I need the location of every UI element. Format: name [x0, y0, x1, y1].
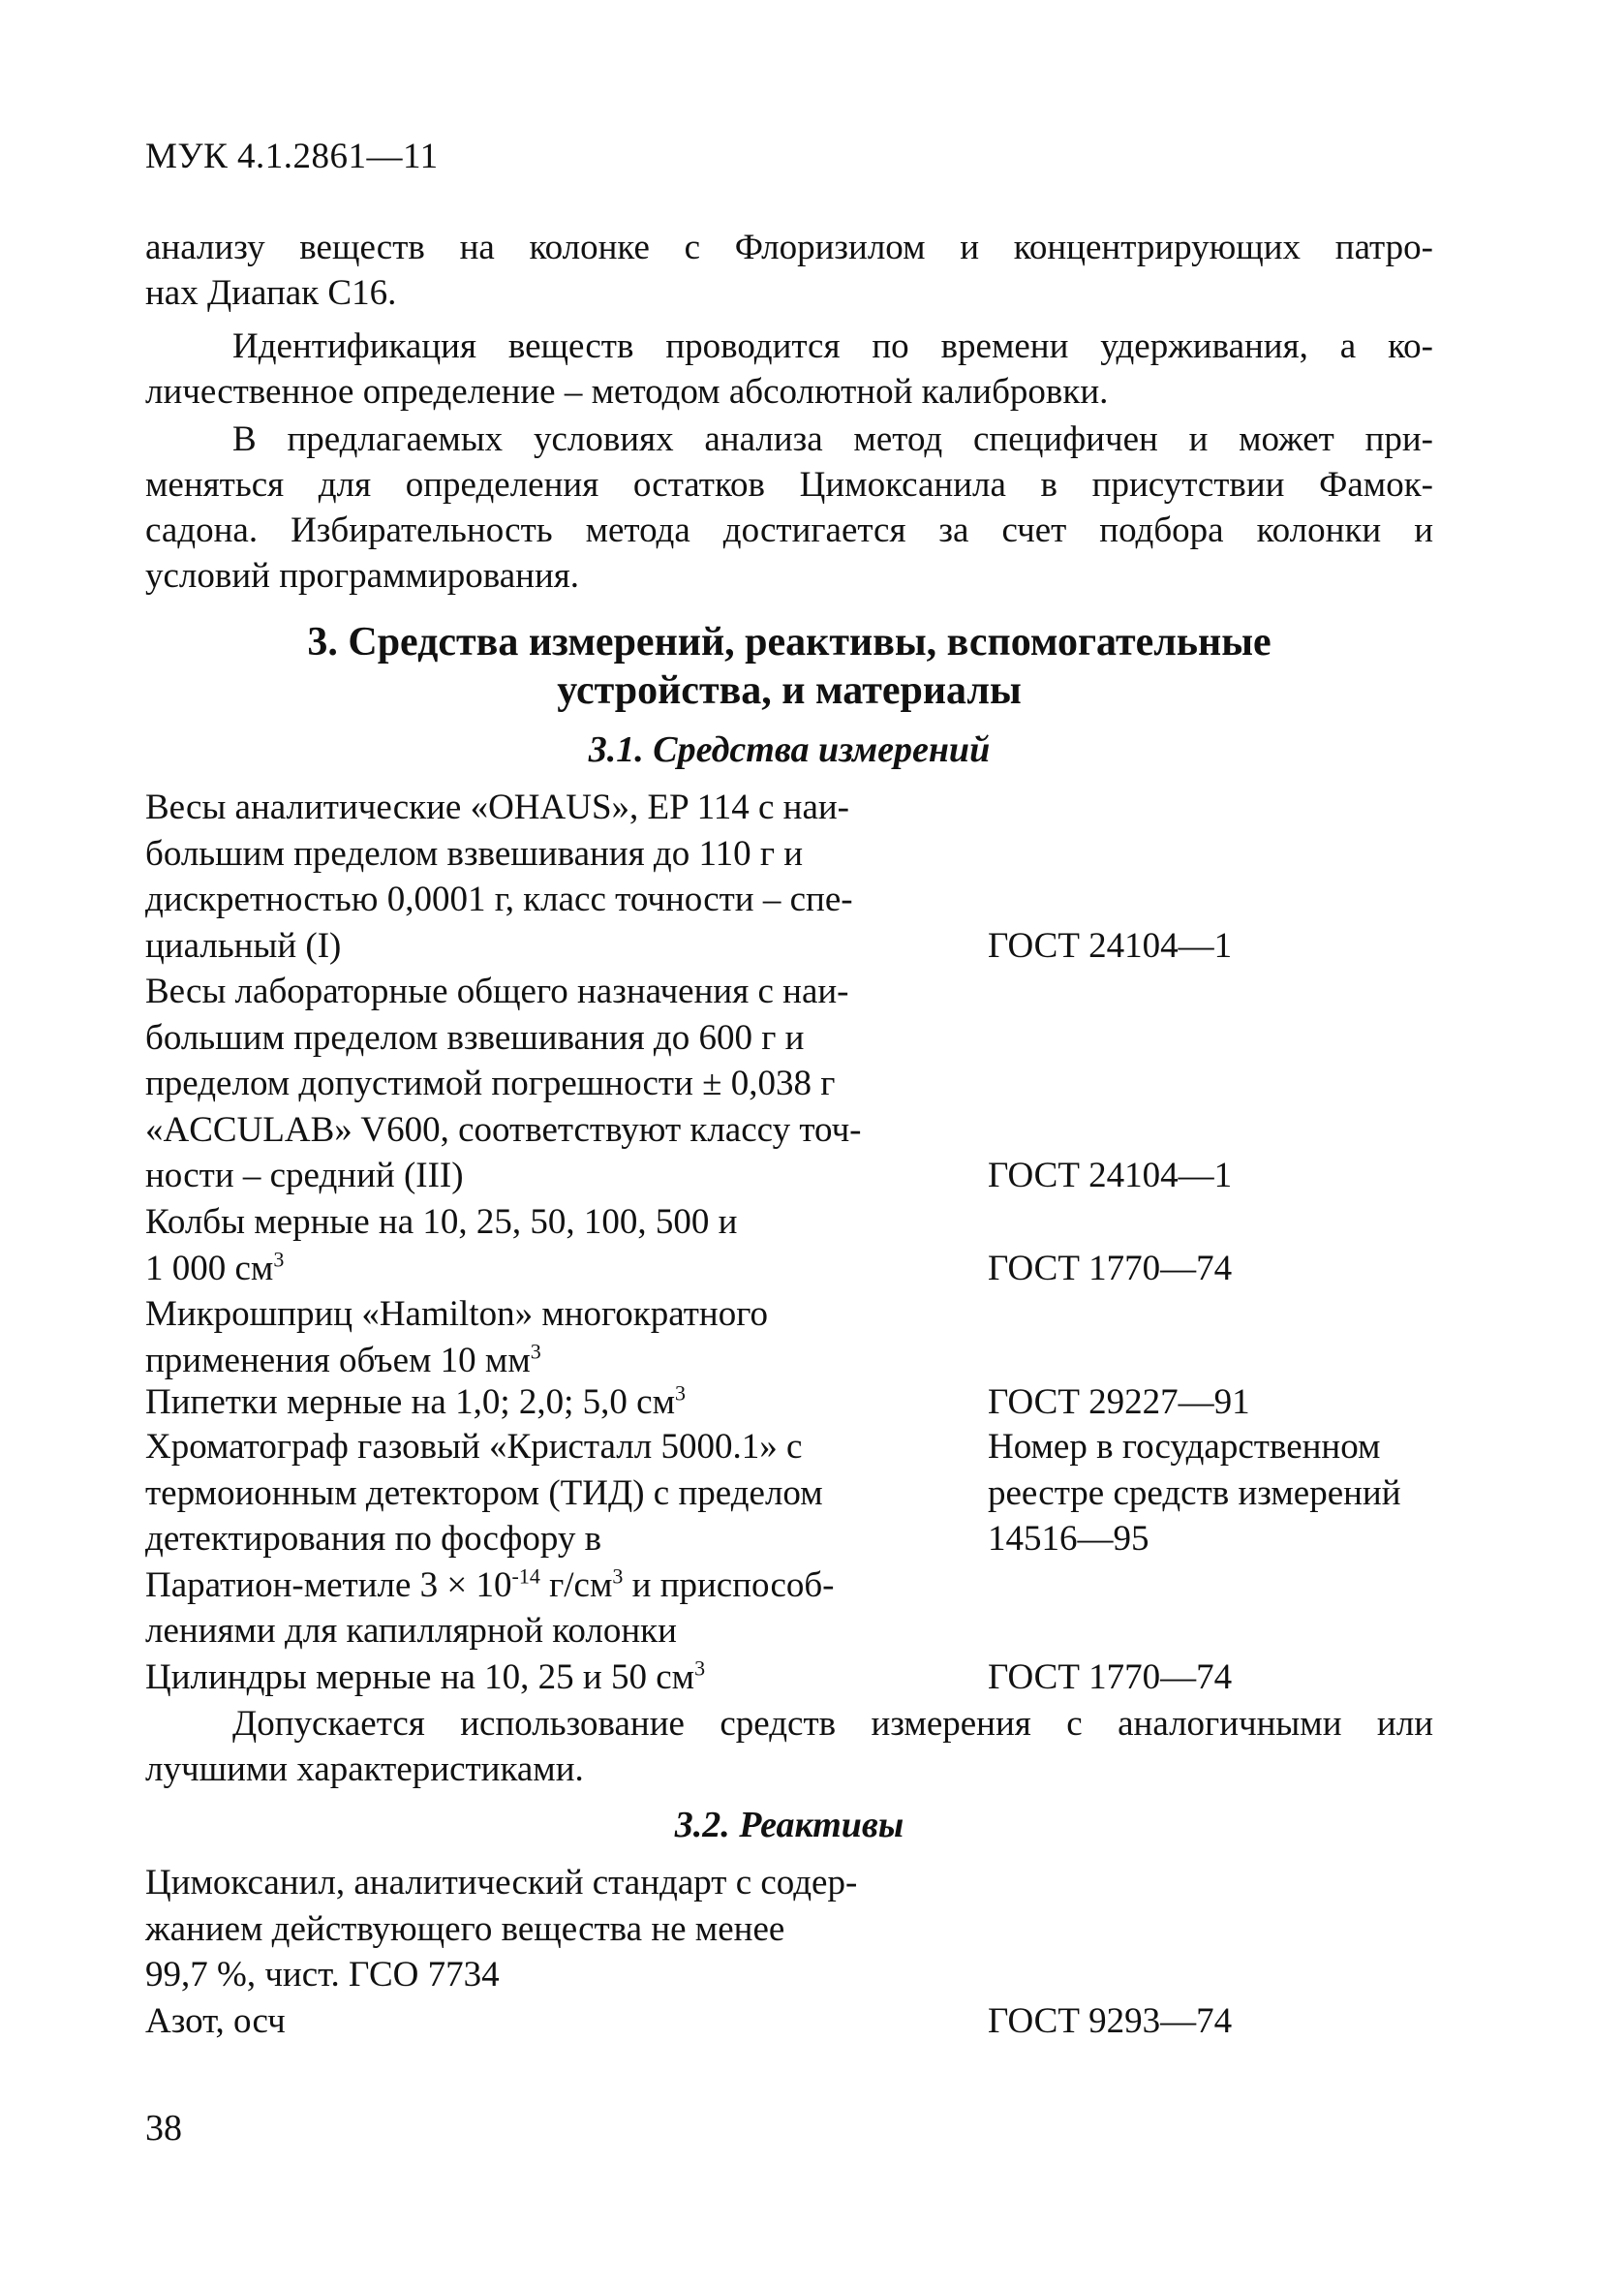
item-standard: ГОСТ 9293—74 — [988, 2001, 1233, 2041]
item-name-line: Цимоксанил, аналитический стандарт с содер- — [145, 1863, 858, 1902]
item-name-line: 1 000 см — [145, 1248, 274, 1288]
item-name-line: жанием действующего вещества не менее — [145, 1908, 785, 1949]
text-line: В предлагаемых условиях анализа метод специфичен и может при- — [232, 419, 1433, 459]
item-name-line: дискретностью 0,0001 г, класс точности – спе- — [145, 880, 853, 919]
item-standard: ГОСТ 29227—91 — [988, 1382, 1250, 1422]
item-name-line: «ACCULAB» V600, соответствуют классу точ- — [145, 1109, 862, 1150]
section-3-heading — [145, 618, 1433, 715]
superscript: 3 — [612, 1563, 624, 1589]
item-name-line: Весы аналитические «OHAUS», EP 114 с наи- — [145, 788, 849, 827]
item-name-line: термоионным детектором (ТИД) с пределом — [145, 1472, 823, 1513]
item-name-line: детектирования по фосфору в — [145, 1519, 602, 1559]
item-name-line: большим пределом взвешивания до 110 г и — [145, 833, 804, 874]
text-line: личественное определение – методом абсолютной калибровки. — [145, 372, 1109, 412]
item-standard: 14516—95 — [988, 1519, 1149, 1559]
item-name-line: Пипетки мерные на 1,0; 2,0; 5,0 см — [145, 1382, 675, 1422]
superscript: 3 — [694, 1655, 706, 1681]
item-name-line: и приспособ- — [623, 1564, 835, 1605]
heading-line: 3. Средства измерений, реактивы, вспомогательные — [307, 620, 1272, 665]
intro-paragraph-1 — [145, 225, 1433, 316]
item-name-line: большим пределом взвешивания до 600 г и — [145, 1017, 805, 1058]
text-line: Допускается использование средств измерения с аналогичными или — [232, 1704, 1433, 1744]
item-name-line: циальный (I) — [145, 925, 342, 966]
superscript: 3 — [530, 1339, 541, 1364]
item-standard: ГОСТ 1770—74 — [988, 1657, 1233, 1697]
item-name-line: Колбы мерные на 10, 25, 50, 100, 500 и — [145, 1202, 738, 1242]
superscript: 3 — [674, 1380, 686, 1406]
item-name-line: ности – средний (III) — [145, 1156, 464, 1195]
item-name-line: лениями для капиллярной колонки — [145, 1611, 677, 1651]
text-line: нах Диапак С16. — [145, 273, 397, 313]
text-line: условий программирования. — [145, 556, 580, 596]
item-name-line: г/см — [539, 1564, 613, 1605]
superscript: 3 — [273, 1247, 285, 1272]
item-name-line: Хроматограф газовый «Кристалл 5000.1» с — [145, 1427, 803, 1467]
text-line: садона. Избирательность метода достигается за счет подбора колонки и — [145, 510, 1433, 550]
item-standard: ГОСТ 24104—1 — [988, 1156, 1233, 1195]
item-name-line: Микрошприц «Hamilton» многократного — [145, 1294, 768, 1334]
item-standard: ГОСТ 1770—74 — [988, 1248, 1233, 1288]
item-name-line: Азот, осч — [145, 2001, 286, 2041]
item-standard: Номер в государственном — [988, 1427, 1381, 1467]
intro-paragraph-3 — [145, 417, 1433, 599]
item-name-line: Цилиндры мерные на 10, 25 и 50 см — [145, 1657, 695, 1697]
subsection-3-1-heading: 3.1. Средства измерений — [588, 729, 991, 770]
text-line: Идентификация веществ проводится по времени удерживания, а ко- — [232, 326, 1433, 366]
equipment-note-paragraph — [145, 1701, 1433, 1792]
item-name-line: 99,7 %, чист. ГСО 7734 — [145, 1955, 500, 1995]
item-name-line: пределом допустимой погрешности ± 0,038 г — [145, 1064, 836, 1103]
text-line: лучшими характеристиками. — [145, 1749, 584, 1789]
superscript: -14 — [511, 1563, 540, 1589]
subsection-3-2-heading: 3.2. Реактивы — [674, 1805, 904, 1845]
text-line: меняться для определения остатков Цимоксанила в присутствии Фамок- — [145, 465, 1433, 505]
item-name-line: Паратион-метиле 3 × 10 — [145, 1564, 512, 1605]
item-name-line: Весы лабораторные общего назначения с наи- — [145, 972, 849, 1011]
intro-paragraph-2 — [145, 324, 1433, 415]
item-standard: реестре средств измерений — [988, 1472, 1401, 1513]
page-number: 38 — [145, 2108, 182, 2149]
document-code-header: МУК 4.1.2861—11 — [145, 137, 439, 176]
item-name-line: применения объем 10 мм — [145, 1340, 531, 1380]
heading-line: устройства, и материалы — [557, 668, 1022, 713]
item-standard: ГОСТ 24104—1 — [988, 925, 1233, 966]
text-line: анализу веществ на колонке с Флоризилом и концентрирующих патро- — [145, 228, 1433, 267]
